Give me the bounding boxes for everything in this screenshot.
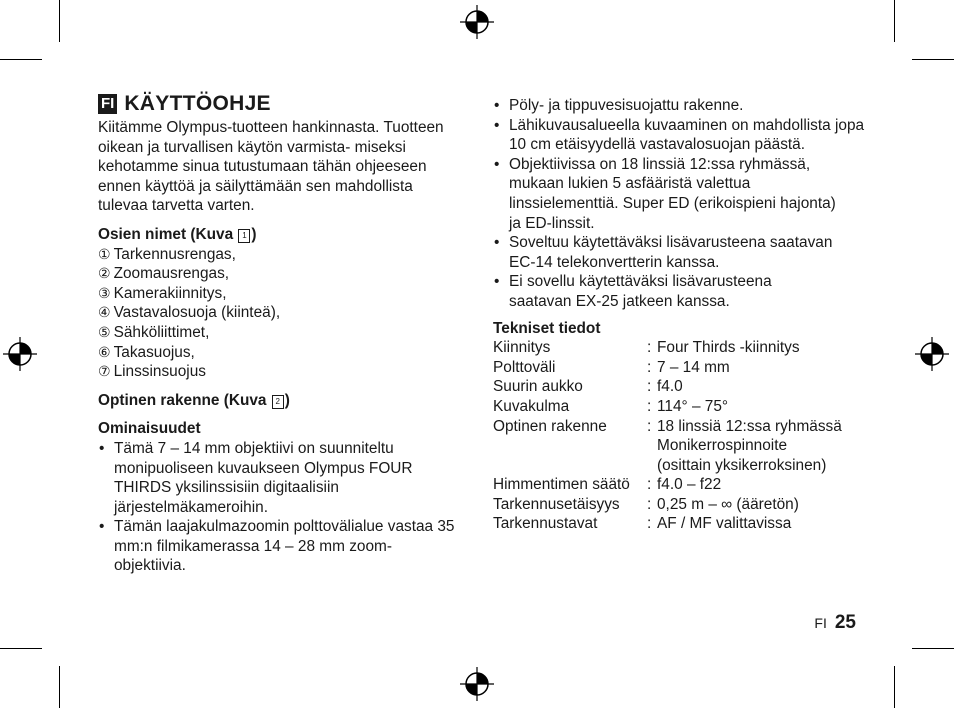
parts-item-label: Zoomausrengas, — [113, 265, 230, 283]
title-row — [98, 94, 458, 114]
registration-mark-right-icon — [915, 337, 949, 371]
feature-item: • Soveltuu käytettäväksi lisävarusteena saatavan EC-14 telekonvertterin kanssa. — [493, 233, 873, 272]
figure-ref-2: 2 — [272, 395, 284, 409]
parts-item-number: ② — [98, 265, 111, 282]
crop-mark-top-left-h — [0, 59, 42, 60]
feature-item: • Objektiivissa on 18 linssiä 12:ssa ryhmässä, mukaan lukien 5 asfääristä valettua linssielementtiä. Super ED (erikoispieni hajonta) ja ED-linssit. — [493, 155, 873, 233]
spec-row — [493, 417, 842, 476]
parts-item-number: ③ — [98, 284, 111, 301]
spec-key: Polttoväli — [493, 358, 556, 376]
spec-value: 7 – 14 mm — [657, 358, 730, 376]
spec-separator: : — [647, 358, 652, 376]
parts-heading-text: Osien nimet (Kuva — [98, 225, 234, 243]
parts-item-label: Kamerakiinnitys, — [113, 284, 227, 302]
spec-row — [493, 475, 842, 495]
feature-item: • Tämä 7 – 14 mm objektiivi on suunniteltu monipuoliseen kuvaukseen Olympus FOUR THIRDS yksilinssisiin digitaalisiin järjestelmäkameroihin. — [98, 439, 458, 517]
parts-list — [98, 245, 458, 382]
parts-item-label: Linssinsuojus — [113, 363, 206, 381]
spec-value: 0,25 m – ∞ (ääretön) — [657, 495, 799, 513]
language-badge: FI — [98, 94, 117, 114]
specs-heading: Tekniset tiedot — [493, 319, 601, 337]
spec-row — [493, 397, 842, 417]
parts-item — [98, 284, 458, 304]
feature-item: • Tämän laajakulmazoomin polttovälialue vastaa 35 mm:n filmikamerassa 14 – 28 mm zoom-objektiivia. — [98, 517, 458, 576]
crop-mark-bottom-left-v — [59, 666, 60, 708]
page-title: KÄYTTÖOHJE — [124, 92, 271, 116]
spec-row — [493, 338, 842, 358]
page-number: 25 — [834, 612, 856, 633]
feature-item: • Ei sovellu käytettäväksi lisävarusteena saatavan EX-25 jatkeen kanssa. — [493, 272, 873, 311]
features-list-right — [493, 96, 873, 312]
spec-value: AF / MF valittavissa — [657, 515, 792, 533]
parts-item-number: ⑤ — [98, 323, 111, 340]
parts-item-number: ⑥ — [98, 343, 111, 360]
parts-heading-close: ) — [251, 225, 257, 243]
spec-row — [493, 377, 842, 397]
spec-row — [493, 495, 842, 515]
figure-ref-1: 1 — [238, 229, 250, 243]
feature-item: • Lähikuvausalueella kuvaaminen on mahdollista jopa 10 cm etäisyydellä vastavalosuojan päästä. — [493, 116, 873, 155]
page-footer — [814, 612, 856, 634]
parts-item — [98, 303, 458, 323]
spec-value: f4.0 — [657, 378, 683, 396]
footer-language: FI — [814, 615, 827, 631]
right-column — [493, 96, 873, 534]
spec-separator: : — [647, 495, 652, 513]
spec-value: 18 linssiä 12:ssa ryhmässä Monikerrospinnoite (osittain yksikerroksinen) — [657, 417, 842, 474]
parts-item-label: Sähköliittimet, — [113, 323, 210, 341]
spec-key: Kuvakulma — [493, 397, 570, 415]
intro-paragraph: Kiitämme Olympus-tuotteen hankinnasta. Tuotteen oikean ja turvallisen käytön varmista- miseksi kehotamme sinua tutustumaan tähän ohjeeseen ennen käyttöä ja säilyttämään sen mahdollista tulevaa tarvetta varten. — [98, 119, 444, 215]
crop-mark-bottom-right-h — [912, 648, 954, 649]
parts-item — [98, 245, 458, 265]
features-list-left — [98, 439, 458, 576]
parts-heading — [98, 225, 458, 245]
spec-key: Tarkennusetäisyys — [493, 495, 620, 513]
spec-key: Tarkennustavat — [493, 515, 598, 533]
crop-mark-bottom-left-h — [0, 648, 42, 649]
registration-mark-bottom-icon — [460, 667, 494, 701]
spec-separator: : — [647, 378, 652, 396]
crop-mark-top-left-v — [59, 0, 60, 42]
spec-key: Optinen rakenne — [493, 417, 607, 435]
spec-separator: : — [647, 515, 652, 533]
optical-heading-text: Optinen rakenne (Kuva — [98, 391, 267, 409]
spec-value: f4.0 – f22 — [657, 476, 722, 494]
registration-mark-top-icon — [460, 5, 494, 39]
spec-key: Suurin aukko — [493, 378, 583, 396]
parts-item-number: ⑦ — [98, 363, 111, 380]
spec-value: 114° – 75° — [657, 397, 729, 415]
parts-item — [98, 323, 458, 343]
crop-mark-top-right-v — [894, 0, 895, 42]
left-column — [98, 94, 458, 576]
spec-row — [493, 358, 842, 378]
specs-table — [493, 338, 842, 534]
feature-item: • Pöly- ja tippuvesisuojattu rakenne. — [493, 96, 873, 116]
spec-value: Four Thirds -kiinnitys — [657, 339, 800, 357]
spec-separator: : — [647, 339, 652, 357]
optical-heading-close: ) — [284, 391, 290, 409]
crop-mark-bottom-right-v — [894, 666, 895, 708]
spec-row — [493, 514, 842, 534]
crop-mark-top-right-h — [912, 59, 954, 60]
spec-separator: : — [647, 417, 652, 435]
spec-separator: : — [647, 397, 652, 415]
parts-item — [98, 343, 458, 363]
features-heading: Ominaisuudet — [98, 420, 201, 438]
parts-item — [98, 264, 458, 284]
registration-mark-left-icon — [3, 337, 37, 371]
parts-item-number: ④ — [98, 304, 111, 321]
optical-heading — [98, 391, 458, 411]
spec-key: Kiinnitys — [493, 339, 551, 357]
parts-item-label: Tarkennusrengas, — [113, 245, 236, 263]
spec-separator: : — [647, 476, 652, 494]
spec-key: Himmentimen säätö — [493, 476, 630, 494]
parts-item-label: Takasuojus, — [113, 343, 195, 361]
parts-item-number: ① — [98, 245, 111, 262]
parts-item-label: Vastavalosuoja (kiinteä), — [113, 304, 281, 322]
parts-item — [98, 362, 458, 382]
